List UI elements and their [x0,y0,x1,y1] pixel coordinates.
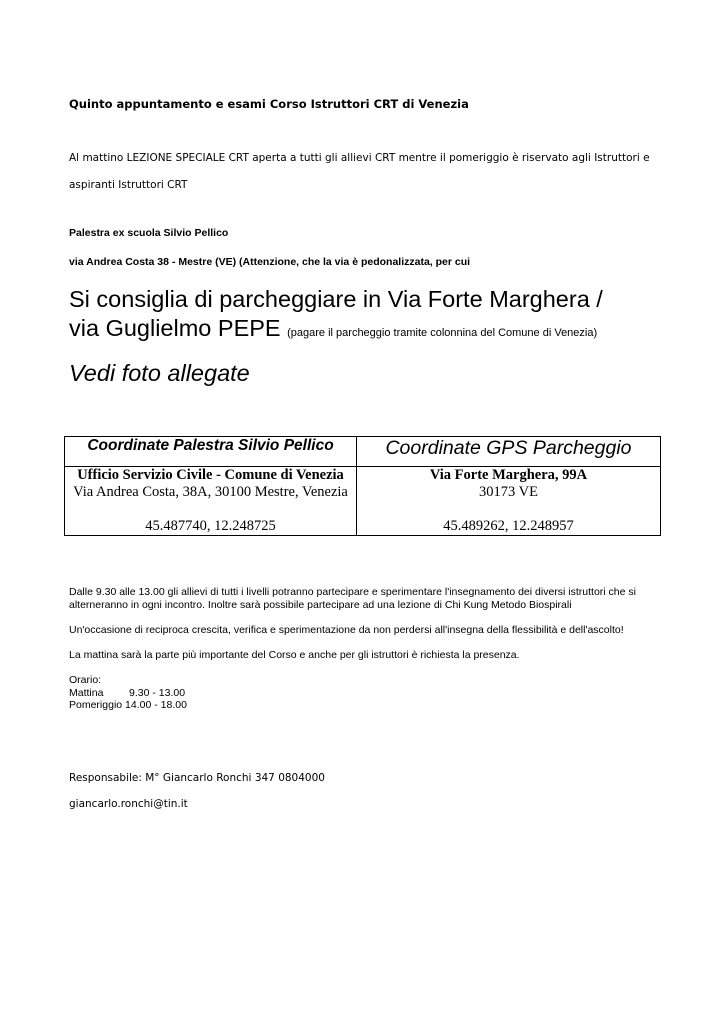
paragraph-lessons: Dalle 9.30 alle 13.00 gli allievi di tutti i livelli potranno partecipare e sperimentare l'insegnamento dei diversi istruttori che si alterneranno in ogni incontro. Inoltre sarà possibile partecipare ad una lezione di Chi Kung Metodo Biospirali [69,586,636,611]
gym-office: Ufficio Servizio Civile - Comune di Venezia [77,467,344,483]
paragraph-morning: La mattina sarà la parte più importante del Corso e anche per gli istruttori è richiesta la presenza. [69,649,520,661]
parking-postcode: 30173 VE [479,484,538,500]
schedule [69,674,187,712]
document-title: Quinto appuntamento e esami Corso Istruttori CRT di Venezia [69,97,469,111]
table-row [65,467,661,536]
schedule-afternoon [69,699,187,712]
gym-street: Via Andrea Costa, 38A, 30100 Mestre, Venezia [73,484,348,500]
parking-advice [69,285,689,348]
parking-coords: 45.489262, 12.248957 [443,518,574,534]
afternoon-time: 14.00 - 18.00 [125,699,187,711]
parking-line-2 [69,314,689,348]
table-header-row [65,437,661,467]
morning-time: 9.30 - 13.00 [129,686,186,699]
venue-address: via Andrea Costa 38 - Mestre (VE) (Attenzione, che la via è pedonalizzata, per cui [69,256,471,268]
paragraph-opportunity: Un'occasione di reciproca crescita, verifica e sperimentazione da non perdersi all'insegna della flessibilità e dell'ascolto! [69,624,624,636]
gym-coords: 45.487740, 12.248725 [145,518,276,534]
intro-line-1: Al mattino LEZIONE SPECIALE CRT aperta a tutti gli allievi CRT mentre il pomeriggio è riservato agli Istruttori e [69,152,650,164]
header-gym-coordinates: Coordinate Palestra Silvio Pellico [65,437,357,467]
coordinates-table [64,436,661,536]
morning-label: Mattina [69,686,104,699]
schedule-label: Orario: [69,674,102,686]
intro-line-2: aspiranti Istruttori CRT [69,179,188,191]
responsible-contact: Responsabile: M° Giancarlo Ronchi 347 0804000 [69,772,325,784]
gym-location-cell [65,467,357,536]
photos-note: Vedi foto allegate [69,360,250,386]
header-gps-parking: Coordinate GPS Parcheggio [357,437,661,467]
parking-note: (pagare il parcheggio tramite colonnina del Comune di Venezia) [287,327,598,339]
afternoon-label: Pomeriggio [69,699,123,711]
contact-email: giancarlo.ronchi@tin.it [69,798,188,810]
parking-location-cell [357,467,661,536]
venue-name: Palestra ex scuola Silvio Pellico [69,227,229,239]
parking-street: via Guglielmo PEPE [69,315,281,341]
parking-line-1: Si consiglia di parcheggiare in Via Forte Marghera / [69,286,603,312]
schedule-morning [69,687,187,700]
parking-street-address: Via Forte Marghera, 99A [429,467,588,483]
